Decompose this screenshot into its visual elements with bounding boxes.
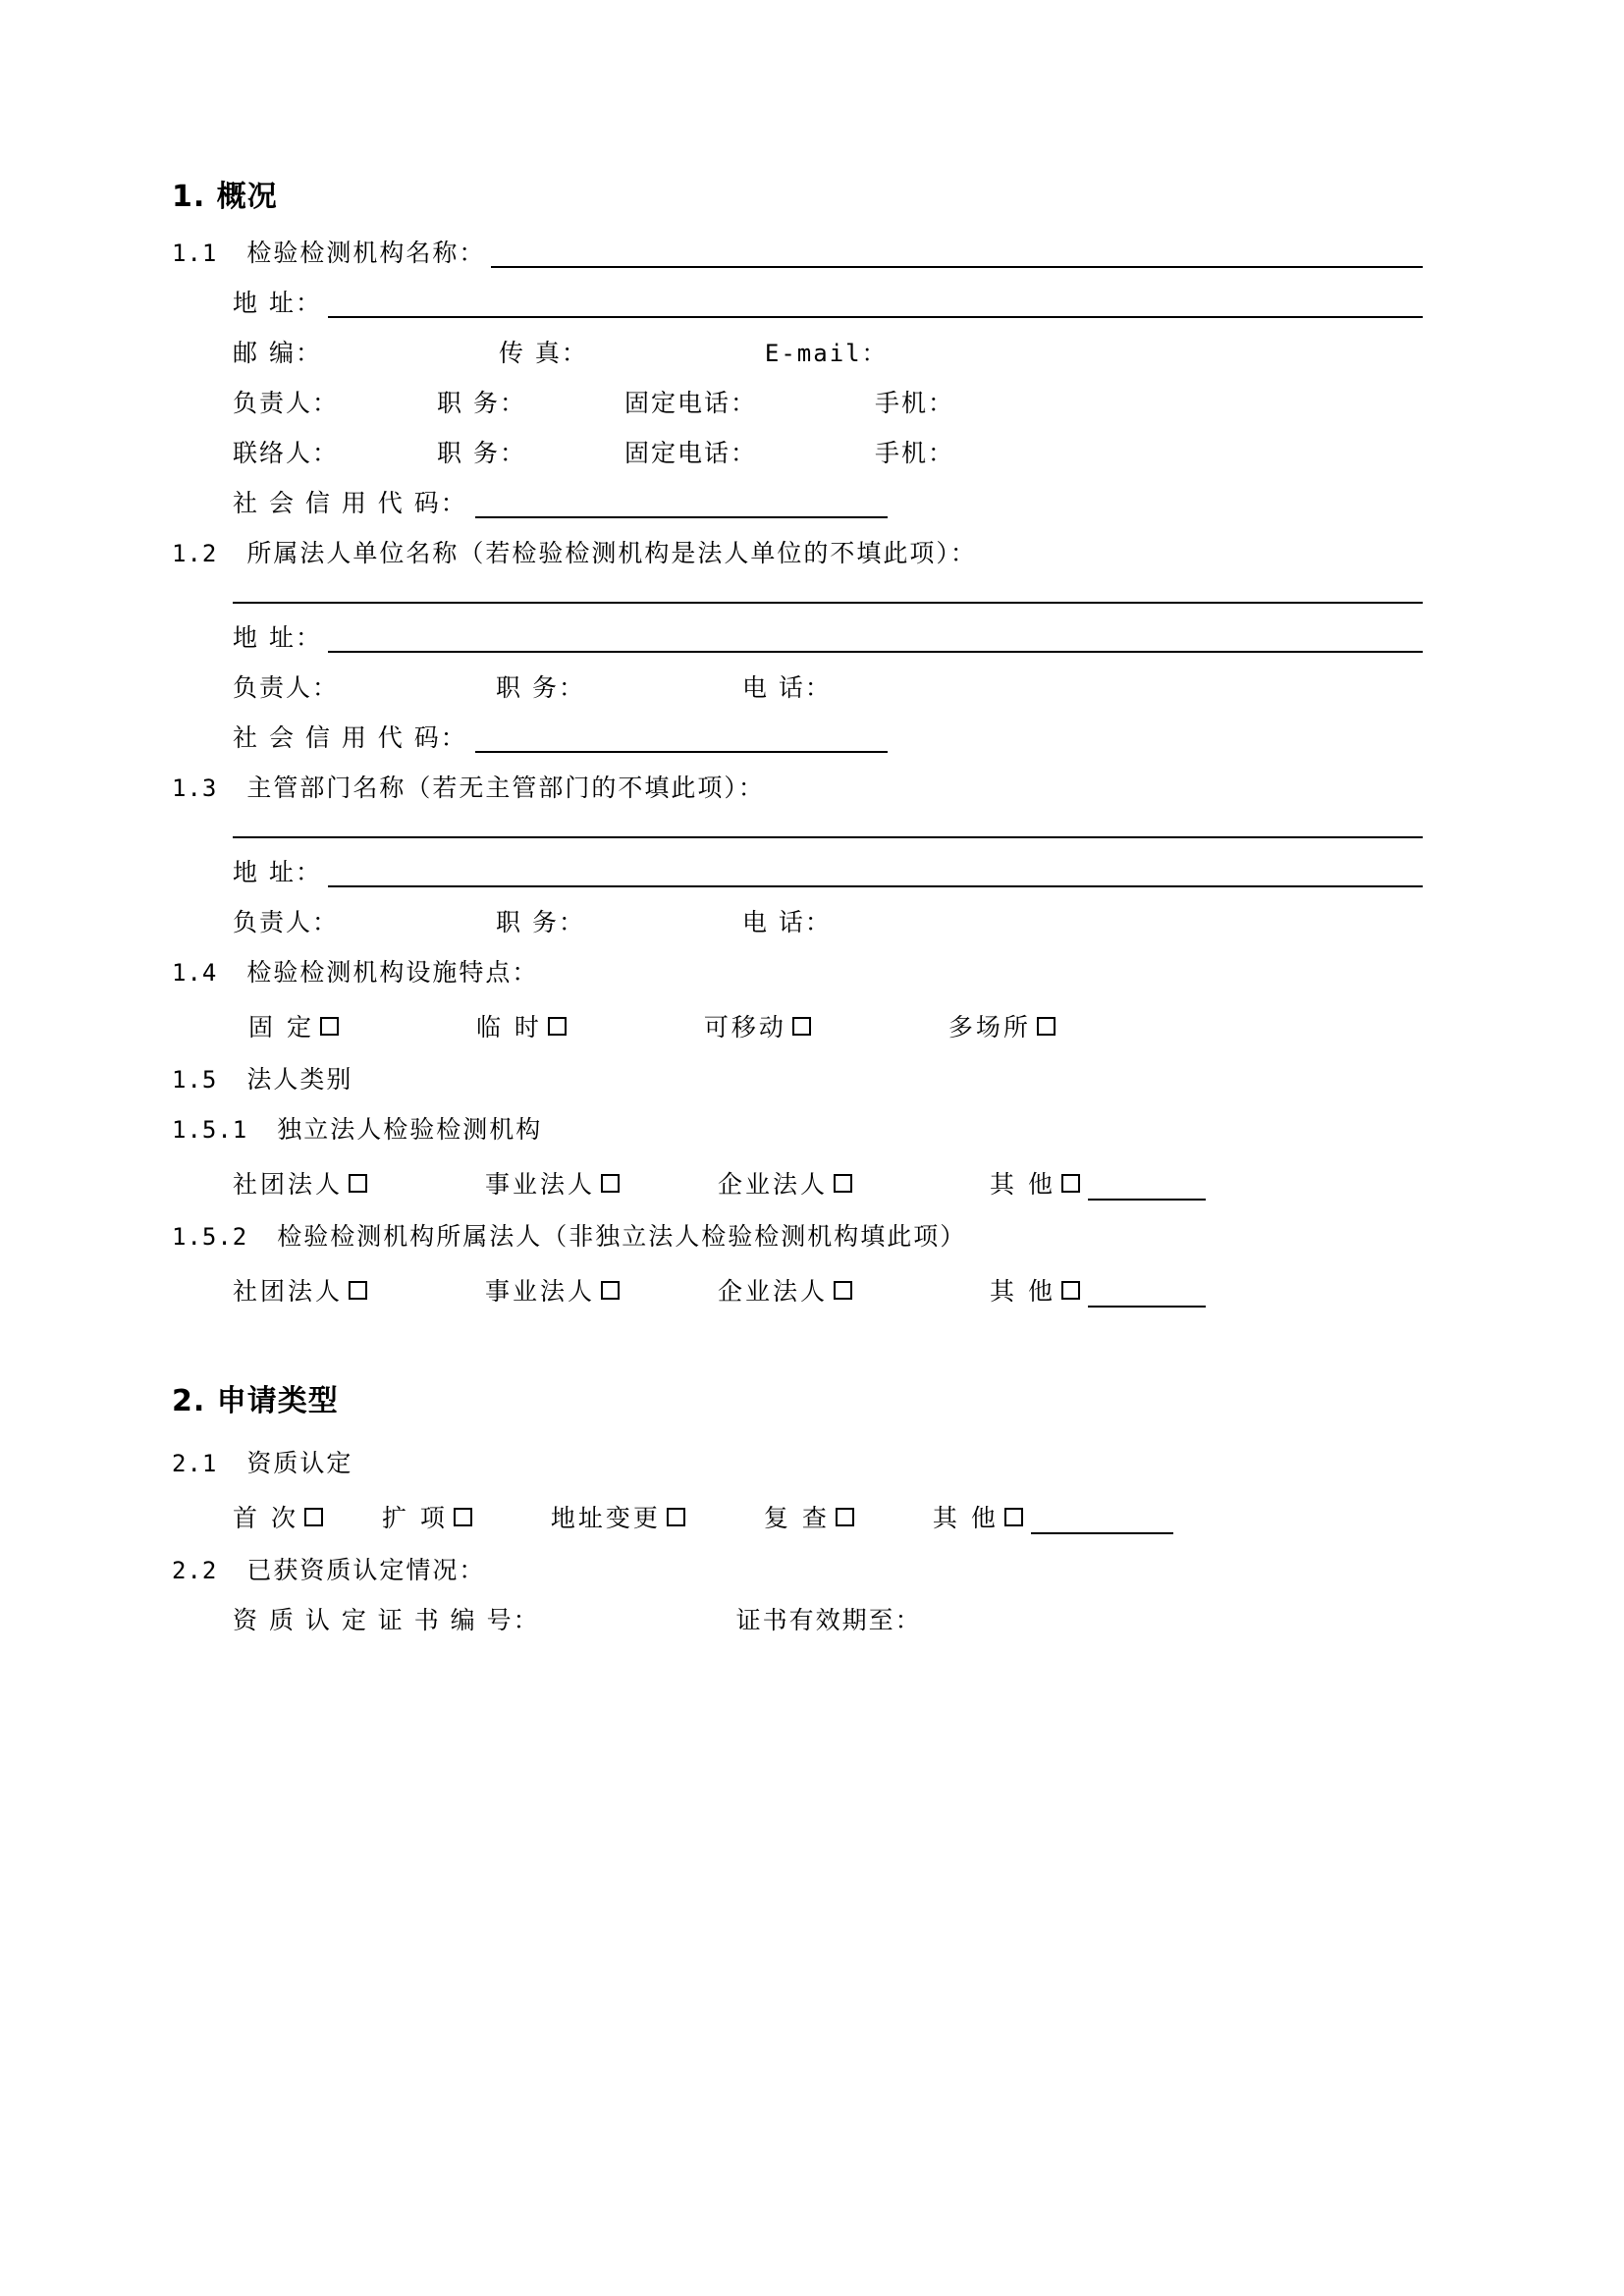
fax-label: 传 真： <box>498 339 588 367</box>
apply-option-review[interactable]: 复 查 <box>764 1499 854 1534</box>
field-obtained-row <box>172 1556 1423 1585</box>
field-dept-principal-row <box>172 908 1423 937</box>
checkbox-icon[interactable] <box>454 1508 472 1526</box>
field-legal-credit-code-row <box>172 723 1423 753</box>
apply-option-first[interactable]: 首 次 <box>233 1499 323 1534</box>
section-2-heading: 2. 申请类型 <box>172 1384 339 1418</box>
obtained-label: 已获资质认定情况： <box>246 1556 486 1584</box>
affiliated-label: 检验检测机构所属法人（非独立法人检验检测机构填此项） <box>277 1222 967 1251</box>
legal-principal-label: 负责人： <box>233 673 340 702</box>
checkbox-icon[interactable] <box>304 1508 323 1526</box>
credit-code-label: 社 会 信 用 代 码： <box>233 489 467 517</box>
dept-position-label: 职 务： <box>496 908 585 936</box>
legal-option-other-2[interactable]: 其 他 <box>990 1272 1080 1308</box>
field-facility-row <box>172 958 1423 988</box>
facility-option-fixed[interactable]: 固 定 <box>248 1008 339 1043</box>
contact-label: 联络人： <box>233 439 340 467</box>
item-number-1-2: 1.2 <box>172 540 218 567</box>
checkbox-icon[interactable] <box>349 1174 367 1193</box>
item-number-1-5: 1.5 <box>172 1066 218 1094</box>
field-legal-unit-row <box>172 539 1423 568</box>
legal-address-label: 地 址： <box>233 623 322 652</box>
apply-option-address-change[interactable]: 地址变更 <box>551 1499 685 1534</box>
contact-mobile-label: 手机： <box>874 439 954 467</box>
field-org-name-row <box>172 239 1423 268</box>
supervisor-dept-input[interactable] <box>233 836 1423 838</box>
field-principal-row <box>172 389 1423 418</box>
apply-option-other[interactable]: 其 他 <box>933 1499 1023 1534</box>
checkbox-icon[interactable] <box>834 1281 852 1300</box>
field-legal-type-row <box>172 1065 1423 1095</box>
dept-principal-label: 负责人： <box>233 908 340 936</box>
dept-phone-label: 电 话： <box>741 908 832 936</box>
checkbox-icon[interactable] <box>667 1508 685 1526</box>
item-number-1-4: 1.4 <box>172 959 218 987</box>
field-postcode-fax-email-row <box>172 339 1423 368</box>
principal-position-label: 职 务： <box>437 389 526 417</box>
field-org-address-row <box>172 289 1423 318</box>
field-dept-address-row <box>172 858 1423 887</box>
checkbox-icon[interactable] <box>349 1281 367 1300</box>
field-legal-address-row <box>172 623 1423 653</box>
field-affiliated-row <box>172 1222 1423 1252</box>
dept-address-input[interactable] <box>328 860 1423 887</box>
checkbox-icon[interactable] <box>320 1017 339 1036</box>
legal-option-social-1[interactable]: 社团法人 <box>233 1165 367 1201</box>
facility-option-multisite[interactable]: 多场所 <box>948 1008 1056 1043</box>
checkbox-icon[interactable] <box>836 1508 854 1526</box>
email-label: E-mail： <box>764 340 888 367</box>
checkbox-icon[interactable] <box>1061 1174 1080 1193</box>
legal-option-social-2[interactable]: 社团法人 <box>233 1272 367 1308</box>
legal-position-label: 职 务： <box>496 673 585 702</box>
facility-option-movable[interactable]: 可移动 <box>704 1008 811 1043</box>
item-number-2-2: 2.2 <box>172 1557 218 1584</box>
facility-label: 检验检测机构设施特点： <box>246 958 539 987</box>
field-contact-row <box>172 439 1423 468</box>
apply-options-row <box>172 1499 1423 1534</box>
field-credit-code-row <box>172 489 1423 518</box>
apply-option-expansion[interactable]: 扩 项 <box>382 1499 472 1534</box>
legal-option-enterprise-1[interactable]: 企业法人 <box>718 1165 852 1201</box>
facility-option-temporary[interactable]: 临 时 <box>476 1008 567 1043</box>
item-number-1-5-2: 1.5.2 <box>172 1223 248 1251</box>
principal-landline-label: 固定电话： <box>623 389 757 417</box>
cert-no-label: 资 质 认 定 证 书 编 号： <box>233 1606 540 1634</box>
checkbox-icon[interactable] <box>601 1174 620 1193</box>
dept-address-label: 地 址： <box>233 858 322 886</box>
apply-option-other-input[interactable] <box>1031 1507 1173 1534</box>
legal-option-enterprise-2[interactable]: 企业法人 <box>718 1272 852 1308</box>
principal-label: 负责人： <box>233 389 340 417</box>
legal-type-label: 法人类别 <box>246 1065 353 1094</box>
legal-unit-input[interactable] <box>233 602 1423 604</box>
legal-phone-label: 电 话： <box>741 673 832 702</box>
postcode-label: 邮 编： <box>233 339 322 367</box>
org-address-label: 地 址： <box>233 289 322 317</box>
section-1-heading: 1. 概况 <box>172 180 278 214</box>
contact-position-label: 职 务： <box>437 439 526 467</box>
item-number-1-5-1: 1.5.1 <box>172 1116 248 1144</box>
field-qualification-row <box>172 1449 1423 1478</box>
legal-unit-label: 所属法人单位名称（若检验检测机构是法人单位的不填此项）： <box>246 539 977 567</box>
item-number-1-1: 1.1 <box>172 240 218 267</box>
item-number-2-1: 2.1 <box>172 1450 218 1477</box>
qualification-label: 资质认定 <box>246 1449 353 1477</box>
legal-options-row-1 <box>172 1165 1423 1201</box>
item-number-1-3: 1.3 <box>172 774 218 802</box>
cert-valid-label: 证书有效期至： <box>735 1606 922 1634</box>
legal-option-institution-1[interactable]: 事业法人 <box>485 1165 620 1201</box>
legal-option-other-input-2[interactable] <box>1088 1280 1206 1308</box>
facility-options-row <box>172 1008 1423 1043</box>
independent-label: 独立法人检验检测机构 <box>277 1115 543 1144</box>
field-supervisor-dept-row <box>172 774 1423 803</box>
checkbox-icon[interactable] <box>601 1281 620 1300</box>
contact-landline-label: 固定电话： <box>623 439 757 467</box>
supervisor-dept-label: 主管部门名称（若无主管部门的不填此项）： <box>246 774 765 802</box>
field-legal-principal-row <box>172 673 1423 703</box>
principal-mobile-label: 手机： <box>874 389 954 417</box>
field-certificate-row <box>172 1606 1423 1635</box>
legal-credit-code-label: 社 会 信 用 代 码： <box>233 723 467 752</box>
legal-option-other-1[interactable]: 其 他 <box>990 1165 1080 1201</box>
legal-credit-code-input[interactable] <box>475 725 888 753</box>
legal-options-row-2 <box>172 1272 1423 1308</box>
legal-option-other-input-1[interactable] <box>1088 1173 1206 1201</box>
checkbox-icon[interactable] <box>1037 1017 1056 1036</box>
checkbox-icon[interactable] <box>1004 1508 1023 1526</box>
org-name-input[interactable] <box>491 240 1423 268</box>
checkbox-icon[interactable] <box>548 1017 567 1036</box>
credit-code-input[interactable] <box>475 491 888 518</box>
checkbox-icon[interactable] <box>792 1017 811 1036</box>
org-name-label: 检验检测机构名称： <box>246 239 486 267</box>
org-address-input[interactable] <box>328 291 1423 318</box>
legal-option-institution-2[interactable]: 事业法人 <box>485 1272 620 1308</box>
field-independent-row <box>172 1115 1423 1145</box>
legal-address-input[interactable] <box>328 625 1423 653</box>
checkbox-icon[interactable] <box>1061 1281 1080 1300</box>
checkbox-icon[interactable] <box>834 1174 852 1193</box>
